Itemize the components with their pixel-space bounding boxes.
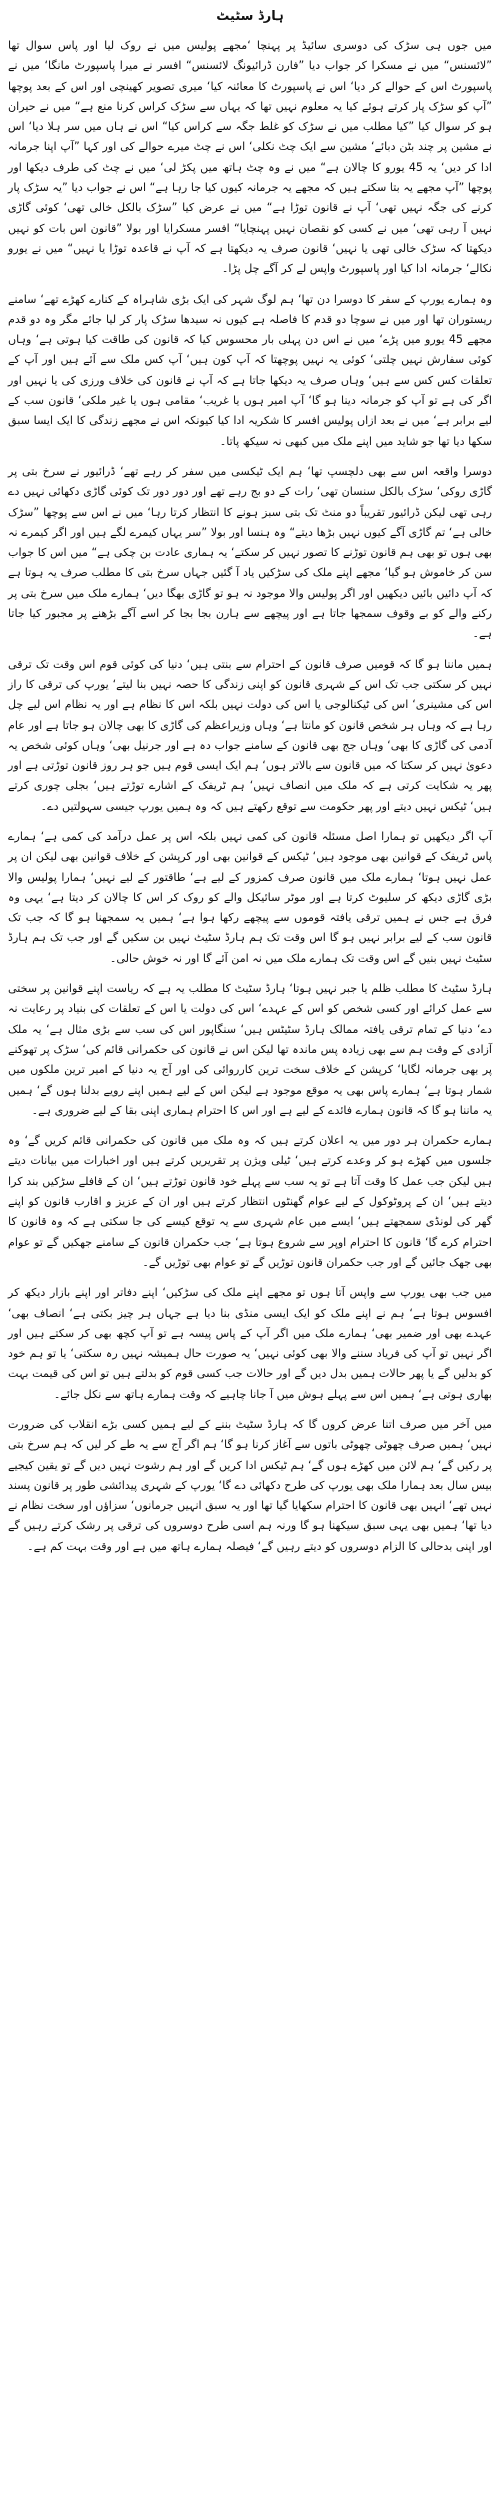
article-paragraph: میں جب بھی یورپ سے واپس آتا ہوں تو مجھے اپنے ملک کی سڑکیں‘ اپنے دفاتر اور اپنے بازار دیکھ کر افسوس ہوتا ہے‘ ہم نے اپنے ملک کو ایک ایسی منڈی بنا دیا ہے جہاں ہر چیز بکتی ہے‘ انصاف بھی‘ عہدے بھی اور ضمیر بھی‘ ہمارے ملک میں اگر آپ کے پاس پیسہ ہے تو آپ کچھ بھی کر سکتے ہیں اور اگر نہیں تو آپ کی فریاد سننے والا بھی کوئی نہیں‘ یہ صورت حال ہمیشہ نہیں رہ سکتی‘ یا تو ہم خود کو بدلیں گے یا پھر حالات ہمیں بدل دیں گے اور حالات جب کسی قوم کو بدلتے ہیں تو اس کی قیمت بہت بھاری ہوتی ہے‘ ہمیں اس سے پہلے ہوش میں آ جانا چاہیے کہ وقت ہمارے ہاتھ سے نکل جائے۔ (8, 1286, 492, 1401)
article-paragraph: میں جوں ہی سڑک کی دوسری سائیڈ پر پہنچا ‘مجھے پولیس میں نے روک لیا اور پاس سوال تھا ”لائسنس“ میں نے مسکرا کر جواب دیا ”فارن ڈرائیونگ لائسنس“ افسر نے میرا پاسپورٹ مانگا‘ میں نے پاسپورٹ اس کے حوالے کر دیا‘ اس نے پاسپورٹ کا معائنہ کیا‘ میری تصویر کھینچی اور اس کے بعد پوچھا ”آپ کو سڑک پار کرتے ہوئے کیا یہ معلوم نہیں تھا کہ یہاں سے سڑک کراس کرنا منع ہے“ میں نے حیران ہو کر سوال کیا ”کیا مطلب میں نے سڑک کو غلط جگہ سے کراس کیا“ اس نے ہاں میں سر ہلا دیا‘ اس نے مشین پر چند بٹن دبائے‘ مشین سے ایک چٹ نکلی‘ اس نے چٹ میرے حوالے کی اور کہا ”آپ اپنا جرمانہ ادا کر دیں‘ یہ 45 یورو کا چالان ہے“ میں نے وہ چٹ ہاتھ میں پکڑ لی‘ میں نے چٹ کی طرف دیکھا اور پوچھا ”آپ مجھے یہ بتا سکتے ہیں کہ مجھے یہ جرمانہ کیوں کیا جا رہا ہے“ اس نے جواب دیا ”یہ سڑک پار کرنے کی جگہ نہیں تھی‘ آپ نے قانون توڑا ہے“ میں نے عرض کیا ”سڑک بالکل خالی تھی‘ کوئی گاڑی نہیں آ رہی تھی‘ میں نے کسی کو نقصان نہیں پہنچایا“ افسر مسکرایا اور بولا ”قانون اس بات کو نہیں دیکھتا کہ سڑک خالی تھی یا نہیں‘ قانون صرف یہ دیکھتا ہے کہ آپ نے قاعدہ توڑا یا نہیں“ میں نے یورو نکالے‘ جرمانہ ادا کیا اور پاسپورٹ واپس لے کر آگے چل پڑا۔ (8, 39, 492, 276)
article-paragraph: ہمارے حکمران ہر دور میں یہ اعلان کرتے ہیں کہ وہ ملک میں قانون کی حکمرانی قائم کریں گے‘ وہ جلسوں میں کھڑے ہو کر وعدے کرتے ہیں‘ ٹیلی ویژن پر تقریریں کرتے ہیں اور اخبارات میں بیانات دیتے ہیں لیکن جب عمل کا وقت آتا ہے تو یہ سب سے پہلے خود قانون توڑتے ہیں‘ ان کے قافلے سڑکیں بند کرا دیتے ہیں‘ ان کے پروٹوکول کے لیے عوام گھنٹوں انتظار کرتے ہیں اور ان کے عزیز و اقارب قانون کو اپنے گھر کی لونڈی سمجھتے ہیں‘ ایسے میں عام شہری سے یہ توقع کیسے کی جا سکتی ہے کہ وہ قانون کا احترام کرے گا‘ قانون کا احترام اوپر سے شروع ہوتا ہے‘ جب حکمران قانون کے سامنے جھکیں گے تو عوام بھی جھک جائیں گے اور جب حکمران قانون توڑیں گے تو عوام بھی توڑیں گے۔ (8, 1134, 492, 1269)
article-paragraph: آپ اگر دیکھیں تو ہمارا اصل مسئلہ قانون کی کمی نہیں بلکہ اس پر عمل درآمد کی کمی ہے‘ ہمارے پاس ٹریفک کے قوانین بھی موجود ہیں‘ ٹیکس کے قوانین بھی اور کرپشن کے خلاف قوانین بھی لیکن ان پر عمل نہیں ہوتا‘ ہمارے ملک میں قانون صرف کمزور کے لیے ہے‘ طاقتور کے لیے نہیں‘ ہمارا پولیس والا بڑی گاڑی دیکھ کر سلیوٹ کرتا ہے اور موٹر سائیکل والے کو روک کر اس کا چالان کر دیتا ہے‘ یہی وہ فرق ہے جس نے ہمیں ترقی یافتہ قوموں سے پیچھے رکھا ہوا ہے‘ ہمیں یہ سمجھنا ہو گا کہ جب تک قانون سب کے لیے برابر نہیں ہو گا اس وقت تک ہم ہارڈ سٹیٹ نہیں بن سکیں گے اور جب تک ہم ہارڈ سٹیٹ نہیں بنیں گے اس وقت تک ہمارے ملک میں نہ امن آئے گا اور نہ خوش حالی۔ (8, 829, 492, 965)
article-title: ہارڈ سٹیٹ (216, 9, 284, 24)
article-paragraph: ہارڈ سٹیٹ کا مطلب ظلم یا جبر نہیں ہوتا‘ ہارڈ سٹیٹ کا مطلب یہ ہے کہ ریاست اپنے قوانین پر سختی سے عمل کرائے اور کسی شخص کو اس کے عہدے‘ اس کی دولت یا اس کے تعلقات کی بنیاد پر رعایت نہ دے‘ دنیا کے تمام ترقی یافتہ ممالک ہارڈ سٹیٹس ہیں‘ سنگاپور اس کی سب سے بڑی مثال ہے‘ یہ ملک آزادی کے وقت ہم سے بھی زیادہ پس ماندہ تھا لیکن اس نے قانون کی حکمرانی قائم کی‘ سڑک پر تھوکنے پر بھی جرمانہ لگایا‘ کرپشن کے خلاف سخت ترین کارروائی کی اور آج یہ دنیا کے امیر ترین ملکوں میں شمار ہوتا ہے‘ ہمارے پاس بھی یہ موقع موجود ہے لیکن اس کے لیے ہمیں اپنے رویے بدلنا ہوں گے‘ ہمیں یہ ماننا ہو گا کہ قانون ہمارے فائدے کے لیے ہے اور اس کا احترام ہماری اپنی بقا کے لیے ضروری ہے۔ (8, 982, 492, 1117)
article-paragraph: دوسرا واقعہ اس سے بھی دلچسپ تھا‘ ہم ایک ٹیکسی میں سفر کر رہے تھے‘ ڈرائیور نے سرخ بتی پر گاڑی روکی‘ سڑک بالکل سنسان تھی‘ رات کے دو بج رہے تھے اور دور دور تک کوئی گاڑی دکھائی نہیں دے رہی تھی لیکن ڈرائیور تقریباً دو منٹ تک بتی سبز ہونے کا انتظار کرتا رہا‘ میں نے اس سے پوچھا ”سڑک خالی ہے‘ تم گاڑی آگے کیوں نہیں بڑھا دیتے“ وہ ہنسا اور بولا ”سر یہاں کیمرے لگے ہیں اور اگر کیمرے نہ بھی ہوں تو بھی ہم قانون توڑنے کا تصور نہیں کر سکتے‘ یہ ہماری عادت بن چکی ہے“ میں اس کا جواب سن کر خاموش ہو گیا‘ مجھے اپنے ملک کی سڑکیں یاد آ گئیں جہاں سرخ بتی کا مطلب صرف یہ ہوتا ہے کہ آپ دائیں بائیں دیکھیں اور اگر پولیس والا موجود نہ ہو تو گاڑی بھگا دیں‘ ہمارے ملک میں سرخ بتی پر رکنے والے کو بے وقوف سمجھا جاتا ہے اور پیچھے سے ہارن بجا بجا کر اسے آگے بڑھنے پر مجبور کیا جاتا ہے۔ (8, 464, 492, 641)
article-paragraph: وہ ہمارے یورپ کے سفر کا دوسرا دن تھا‘ ہم لوگ شہر کی ایک بڑی شاہراہ کے کنارے کھڑے تھے‘ سامنے ریستوران تھا اور میں نے سوچا دو قدم کا فاصلہ ہے کیوں نہ سیدھا سڑک پار کر لیا جائے مگر وہ دو قدم مجھے 45 یورو میں پڑے‘ میں نے اس دن پہلی بار محسوس کیا کہ قانون کی طاقت کیا ہوتی ہے‘ وہاں کوئی سفارش نہیں چلتی‘ کوئی یہ نہیں پوچھتا کہ آپ کون ہیں‘ آپ کس ملک سے آئے ہیں اور آپ کے تعلقات کس کس سے ہیں‘ وہاں صرف یہ دیکھا جاتا ہے کہ آپ نے قانون کی خلاف ورزی کی یا نہیں اور اگر کی ہے تو آپ کو جرمانہ دینا ہو گا‘ آپ امیر ہوں یا غریب‘ مقامی ہوں یا غیر ملکی‘ قانون سب کے لیے برابر ہے‘ میں نے بعد ازاں پولیس افسر کا شکریہ ادا کیا کیونکہ اس نے مجھے زندگی کا ایک ایسا سبق سکھا دیا تھا جو شاید میں اپنے ملک میں کبھی نہ سیکھ پاتا۔ (8, 292, 492, 448)
article-paragraph: ہمیں ماننا ہو گا کہ قومیں صرف قانون کے احترام سے بنتی ہیں‘ دنیا کی کوئی قوم اس وقت تک ترقی نہیں کر سکتی جب تک اس کے شہری قانون کو اپنی زندگی کا حصہ نہیں بنا لیتے‘ یورپ کی ترقی کا راز اس کی مشینری‘ اس کی ٹیکنالوجی یا اس کی دولت نہیں بلکہ اس کا نظام ہے اور یہ نظام اس لیے چل رہا ہے کہ وہاں ہر شخص قانون کو مانتا ہے‘ وہاں وزیراعظم کی گاڑی کا بھی چالان ہو جاتا ہے اور عام آدمی کی گاڑی کا بھی‘ وہاں جج بھی قانون کے سامنے جواب دہ ہے اور جرنیل بھی‘ وہاں کوئی شخص یہ دعویٰ نہیں کر سکتا کہ میں قانون سے بالاتر ہوں‘ ہم ایک ایسی قوم ہیں جو ہر روز قانون توڑتی ہے اور پھر یہ شکایت کرتی ہے کہ ملک میں انصاف نہیں‘ ہم ٹریفک کے اشارے توڑتے ہیں‘ بجلی چوری کرتے ہیں‘ ٹیکس نہیں دیتے اور پھر حکومت سے توقع رکھتے ہیں کہ وہ ہمیں یورپ جیسی سہولتیں دے۔ (8, 657, 492, 813)
article-paragraph: میں آخر میں صرف اتنا عرض کروں گا کہ ہارڈ سٹیٹ بننے کے لیے ہمیں کسی بڑے انقلاب کی ضرورت نہیں‘ ہمیں صرف چھوٹی چھوٹی باتوں سے آغاز کرنا ہو گا‘ ہم اگر آج سے یہ طے کر لیں کہ ہم سرخ بتی پر رکیں گے‘ ہم لائن میں کھڑے ہوں گے‘ ہم ٹیکس ادا کریں گے اور ہم رشوت نہیں دیں گے تو یقین کیجیے بیس سال بعد ہمارا ملک بھی یورپ کی طرح دکھائی دے گا‘ یورپ کے شہری پیدائشی طور پر قانون پسند نہیں تھے‘ انہیں بھی قانون کا احترام سکھایا گیا تھا اور یہ سبق انہیں جرمانوں‘ سزاؤں اور سخت نظام نے دیا تھا‘ ہمیں بھی یہی سبق سیکھنا ہو گا ورنہ ہم اسی طرح دوسروں کی ترقی پر رشک کرتے رہیں گے اور اپنی بدحالی کا الزام دوسروں کو دیتے رہیں گے‘ فیصلہ ہمارے ہاتھ میں ہے اور وقت بہت کم ہے۔ (8, 1418, 492, 1553)
